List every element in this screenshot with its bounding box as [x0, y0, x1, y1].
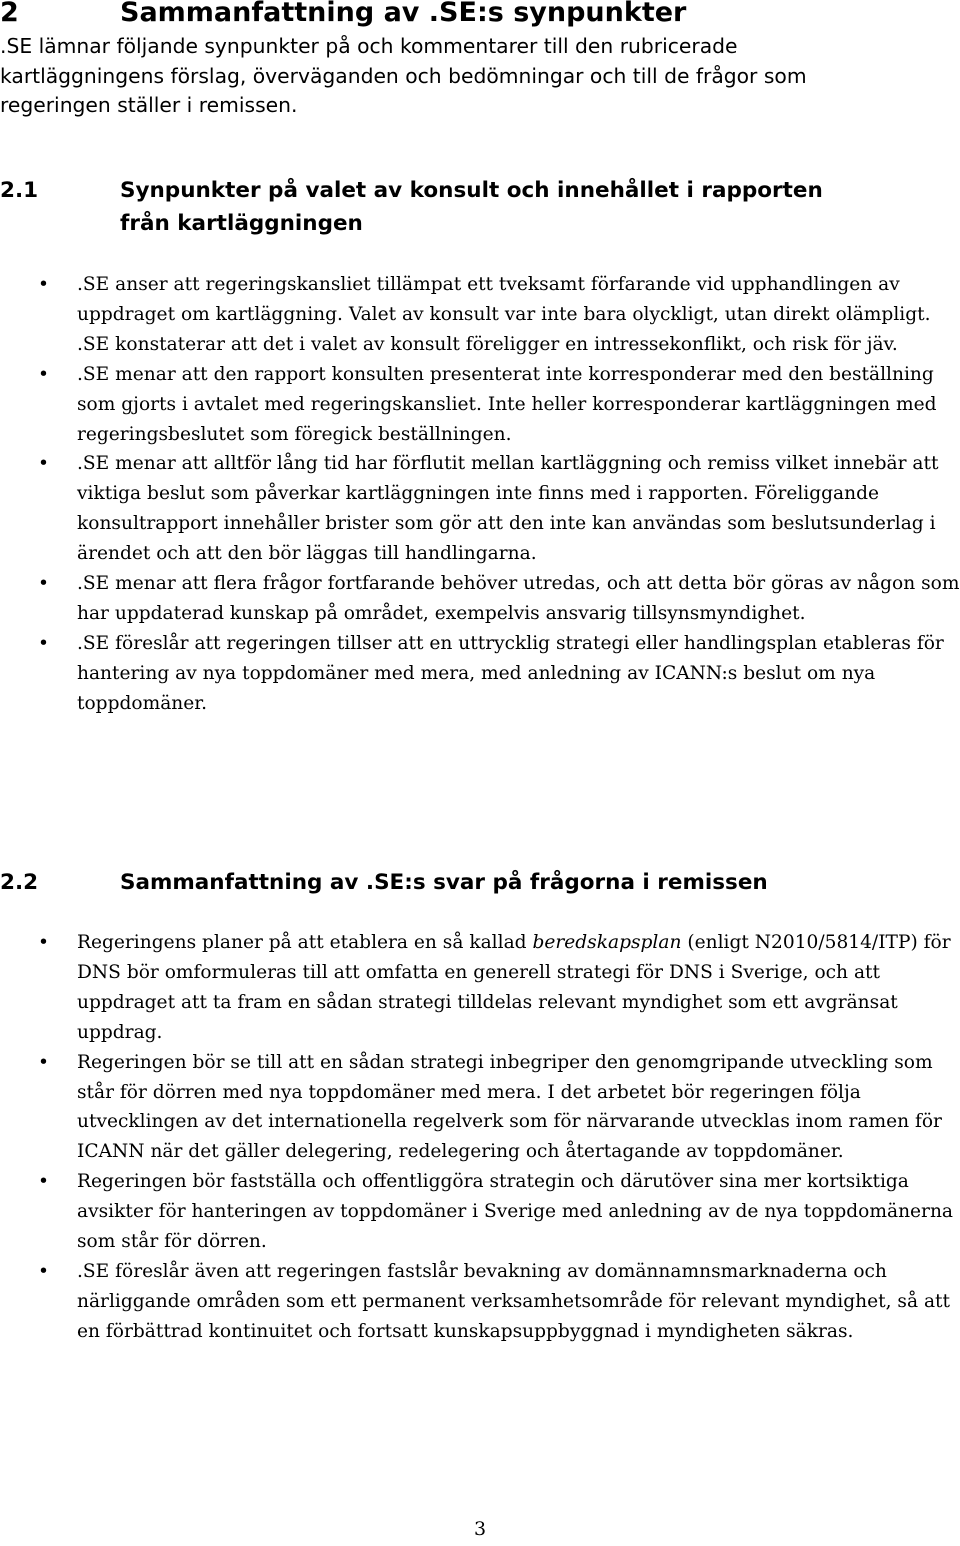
list-item-text: .SE föreslår att regeringen tillser att en uttrycklig strategi eller handlingsplan etableras för hantering av nya toppdomäner med mera, med anledning av ICANN:s beslut om nya toppdomäner.	[77, 632, 944, 714]
bullet-icon: •	[38, 932, 49, 953]
list-item	[0, 629, 960, 719]
list-item	[0, 360, 960, 450]
heading-title: Synpunkter på valet av konsult och innehållet i rapporten från kartläggningen	[120, 178, 823, 236]
bullet-icon: •	[38, 632, 49, 654]
heading-number: 2.1	[0, 178, 39, 203]
text-run: (enligt N2010/5814/ITP) för DNS bör omformuleras till att omfatta en generell strategi för DNS i Sverige, och att uppdraget att ta fram en sådan strategi tilldelas relevant myndighet som ett avgränsat uppdrag.	[77, 932, 951, 1043]
text-run: Regeringens planer på att etablera en så kallad	[77, 932, 533, 953]
list-item-text	[77, 932, 951, 1043]
bullet-icon: •	[38, 453, 49, 475]
list-item-text: .SE menar att flera frågor fortfarande behöver utredas, och att detta bör göras av någon som har uppdaterad kunskap på området, exempelvis ansvarig tillsynsmyndighet.	[77, 573, 960, 624]
bullet-icon: •	[38, 274, 49, 295]
list-item	[0, 1257, 960, 1347]
heading-title: Sammanfattning av .SE:s svar på frågorna i remissen	[120, 870, 768, 895]
bullet-icon: •	[38, 573, 49, 595]
list-item-text: .SE menar att den rapport konsulten presenterat inte korresponderar med den beställning som gjorts i avtalet med regeringskansliet. Inte heller korresponderar kartläggningen med regeringsbeslutet som föregick beställningen.	[77, 363, 937, 445]
list-item-text: Regeringen bör fastställa och offentliggöra strategin och därutöver sina mer kortsiktiga avsikter för hanteringen av toppdomäner i Sverige med anledning av de nya toppdomänerna som står för dörren.	[77, 1171, 954, 1253]
list-item-text: .SE menar att alltför lång tid har förflutit mellan kartläggning och remiss vilket innebär att viktiga beslut som påverkar kartläggningen inte finns med i rapporten. Föreliggande konsultrapport innehåller brister som gör att den inte kan användas som beslutsunderlag i ärendet och att den bör läggas till handlingarna.	[77, 453, 939, 565]
bullet-icon: •	[38, 363, 49, 385]
list-item-text: .SE föreslår även att regeringen fastslår bevakning av domännamnsmarknaderna och närliggande områden som ett permanent verksamhetsområde för relevant myndighet, så att en förbättrad kontinuitet och fortsatt kunskapsuppbyggnad i myndigheten säkras.	[77, 1260, 950, 1342]
list-item-text: Regeringen bör se till att en sådan strategi inbegriper den genomgripande utveckling som står för dörren med nya toppdomäner med mera. I det arbetet bör regeringen följa utvecklingen av det internationella regelverk som för närvarande utvecklas inom ramen för ICANN när det gäller delegering, redelegering och återtagande av toppdomäner.	[77, 1051, 942, 1163]
bullet-icon: •	[38, 1260, 49, 1282]
heading-title: Sammanfattning av .SE:s synpunkter	[120, 0, 687, 28]
heading-number: 2	[0, 0, 19, 28]
list-item-text: .SE anser att regeringskansliet tillämpat ett tveksamt förfarande vid upphandlingen av uppdraget om kartläggning. Valet av konsult var inte bara olyckligt, utan direkt olämpligt. .SE konstaterar att det i valet av konsult föreligger en intressekonflikt, och risk för jäv.	[77, 274, 931, 355]
list-item	[0, 270, 960, 360]
intro-paragraph: .SE lämnar följande synpunkter på och kommentarer till den rubricerade kartläggningens förslag, överväganden och bedömningar och till de frågor som regeringen ställer i remissen.	[0, 34, 807, 117]
list-item	[0, 449, 960, 569]
bullet-list-2-1	[0, 270, 960, 719]
bullet-icon: •	[38, 1171, 49, 1193]
bullet-list-2-2	[0, 928, 960, 1347]
list-item	[0, 569, 960, 629]
bullet-icon: •	[38, 1051, 49, 1073]
list-item	[0, 928, 960, 1048]
emphasized-term: beredskapsplan	[532, 932, 682, 953]
list-item	[0, 1048, 960, 1168]
heading-number: 2.2	[0, 870, 39, 895]
list-item	[0, 1167, 960, 1257]
page-number: 3	[473, 1518, 487, 1540]
